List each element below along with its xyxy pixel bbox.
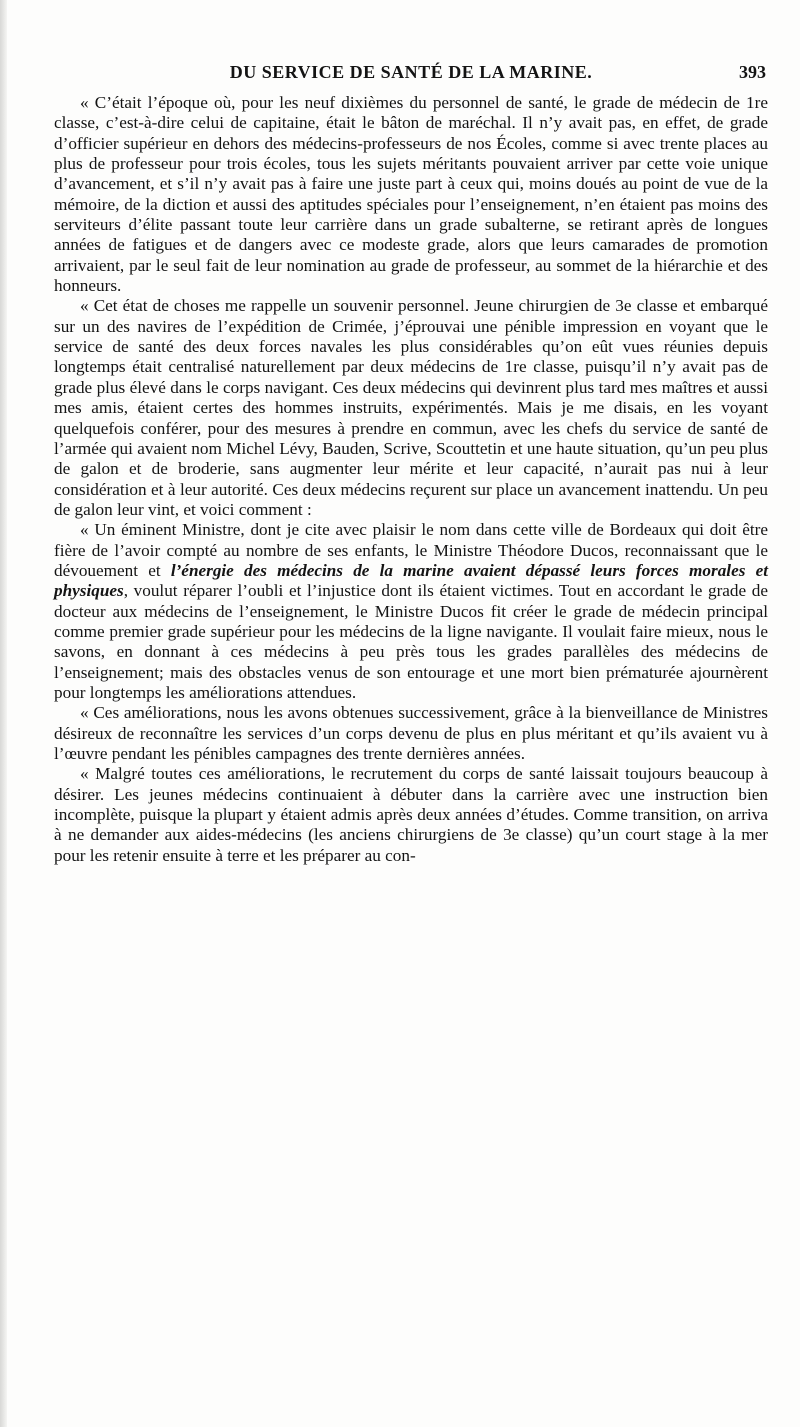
- paragraph-1: « C’était l’époque où, pour les neuf dixièmes du personnel de santé, le grade de médecin de 1re classe, c’est-à-dire celui de capitaine, était le bâton de maréchal. Il n’y avait pas, en effet, de grade d’officier supérieur en dehors des médecins-professeurs de nos Écoles, comme si avec trente places au plus de professeur pour trois écoles, tous les sujets méritants pouvaient arriver par cette voie unique d’avancement, et s’il n’y avait pas à faire une juste part à ceux qui, moins doués au point de vue de la mémoire, de la diction et aussi des aptitudes spéciales pour l’enseignement, n’en étaient pas moins des serviteurs d’élite passant toute leur carrière dans un grade subalterne, se retirant après de longues années de fatigues et de dangers avec ce modeste grade, alors que leurs camarades de promotion arrivaient, par le seul fait de leur nomination au grade de professeur, au sommet de la hiérarchie et des honneurs.: [54, 93, 768, 296]
- scan-edge-shadow: [0, 0, 7, 1427]
- paragraph-3: [54, 520, 768, 703]
- paragraph-5: « Malgré toutes ces améliorations, le recrutement du corps de santé laissait toujours beaucoup à désirer. Les jeunes médecins continuaient à débuter dans la carrière avec une instruction bien incomplète, puisque la plupart y étaient admis après deux années d’études. Comme transition, on arriva à ne demander aux aides-médecins (les anciens chirurgiens de 3e classe) qu’un court stage à la mer pour les retenir ensuite à terre et les préparer au con-: [54, 764, 768, 865]
- paragraph-3-text-before: « Un éminent Ministre, dont je cite avec plaisir le nom dans cette ville de Bordeaux qui doit être fière de l’avoir compté au nombre de ses enfants, le Ministre Théodore Ducos, reconnaissant que le dévouement et: [54, 520, 768, 580]
- body-text: [54, 93, 768, 866]
- paragraph-2: « Cet état de choses me rappelle un souvenir personnel. Jeune chirurgien de 3e classe et embarqué sur un des navires de l’expédition de Crimée, j’éprouvai une pénible impression en voyant que le service de santé des deux forces navales les plus considérables qu’on eût vues réunies depuis longtemps était centralisé naturellement par deux médecins de 1re classe, puisqu’il n’y avait pas de grade plus élevé dans le corps navigant. Ces deux médecins qui devinrent plus tard mes maîtres et aussi mes amis, étaient certes des hommes instruits, expérimentés. Mais je me disais, en les voyant quelquefois conférer, pour des mesures à prendre en commun, avec les chefs du service de santé de l’armée qui avaient nom Michel Lévy, Bauden, Scrive, Scouttetin et une haute situation, qu’un peu plus de galon et de broderie, sans augmenter leur mérite et leur capacité, n’aurait pas nui à leur considération et à leur autorité. Ces deux médecins reçurent sur place un avancement inattendu. Un peu de galon leur vint, et voici comment :: [54, 296, 768, 519]
- page-header: [54, 62, 768, 88]
- paragraph-3-emphasis: l’énergie des médecins de la marine avaient dépassé leurs forces morales et physiques: [54, 560, 769, 601]
- page-number: 393: [739, 62, 766, 82]
- running-head: DU SERVICE DE SANTÉ DE LA MARINE.: [229, 62, 593, 82]
- paragraph-4: « Ces améliorations, nous les avons obtenues successivement, grâce à la bienveillance de Ministres désireux de reconnaître les services d’un corps devenu de plus en plus méritant et qu’ils avaient vu à l’œuvre pendant les pénibles campagnes des trente dernières années.: [54, 703, 768, 763]
- paragraph-3-text-after: , voulut réparer l’oubli et l’injustice dont ils étaient victimes. Tout en accordant le grade de docteur aux médecins de l’enseignement, le Ministre Ducos fit créer le grade de médecin principal comme premier grade supérieur pour les médecins de la ligne navigante. Il voulait faire mieux, nous le savons, en donnant à ces médecins à peu près tous les grades parallèles des médecins de l’enseignement; mais des obstacles venus de son entourage et une mort bien prématurée ajournèrent pour longtemps les améliorations attendues.: [54, 581, 768, 702]
